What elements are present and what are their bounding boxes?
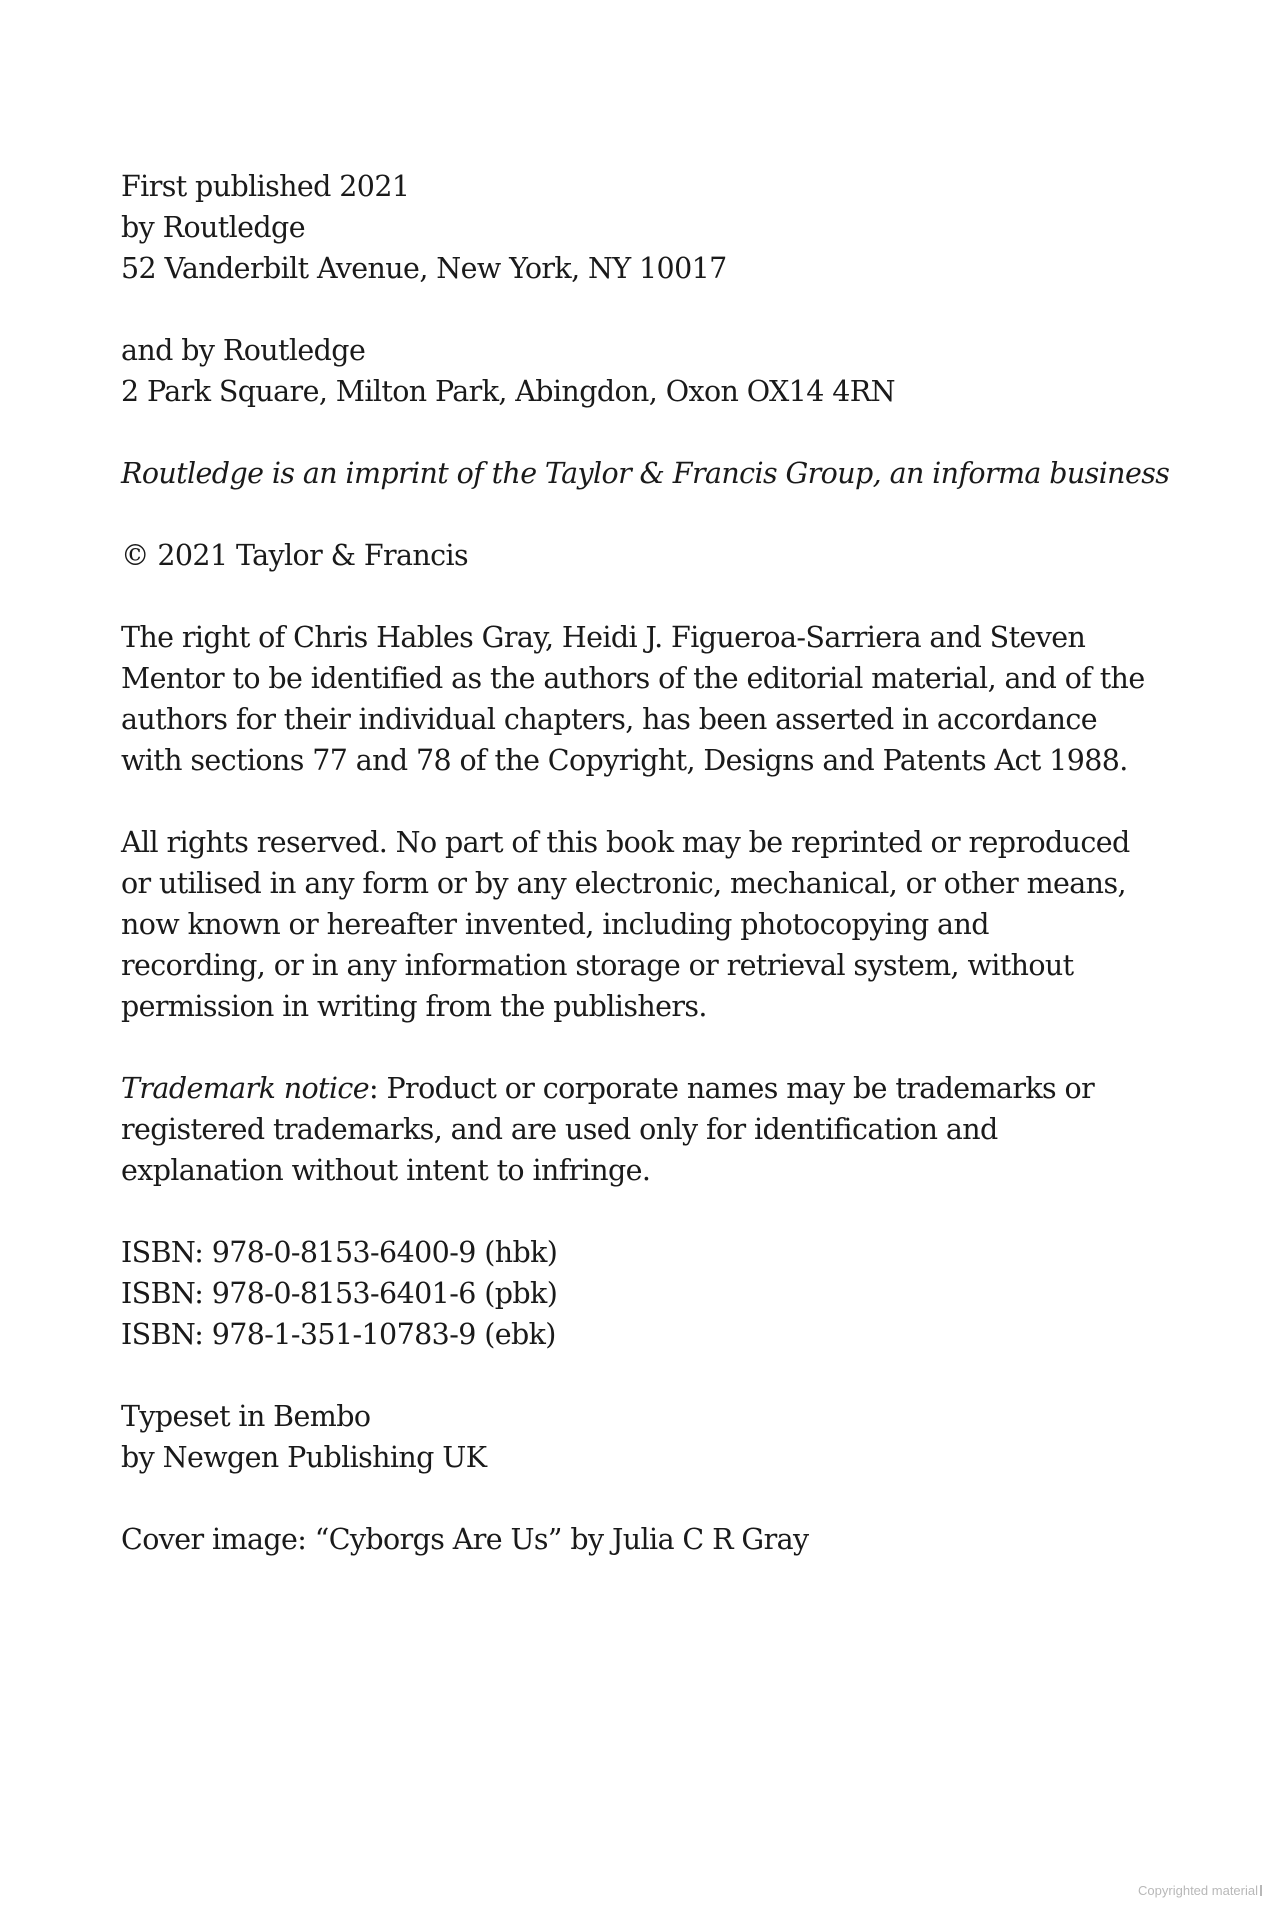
publisher-name: by Routledge [121, 211, 305, 244]
rights-assertion-line: Mentor to be identified as the authors of the editorial material, and of the [121, 662, 1145, 695]
first-published: First published 2021 [121, 170, 410, 203]
rights-assertion-line: The right of Chris Hables Gray, Heidi J. Figueroa-Sarriera and Steven [121, 621, 1086, 654]
typesetter: by Newgen Publishing UK [121, 1441, 487, 1474]
copyright-notice [121, 535, 1181, 576]
publisher-address: 52 Vanderbilt Avenue, New York, NY 10017 [121, 252, 727, 285]
rights-assertion-line: authors for their individual chapters, has been asserted in accordance [121, 703, 1097, 736]
imprint-note-text: Routledge is an imprint of the Taylor & Francis Group, an informa business [121, 457, 1170, 490]
copyright-watermark: Copyrighted material [1138, 1883, 1262, 1898]
rights-assertion-line: with sections 77 and 78 of the Copyright, Designs and Patents Act 1988. [121, 744, 1128, 777]
isbn-ebk: ISBN: 978-1-351-10783-9 (ebk) [121, 1318, 556, 1351]
all-rights-line: recording, or in any information storage or retrieval system, without [121, 949, 1074, 982]
publication-info [121, 166, 1181, 289]
trademark-line: registered trademarks, and are used only for identification and [121, 1113, 998, 1146]
second-publisher-info [121, 330, 1181, 412]
second-publisher-address: 2 Park Square, Milton Park, Abingdon, Oxon OX14 4RN [121, 375, 895, 408]
isbn-hbk: ISBN: 978-0-8153-6400-9 (hbk) [121, 1236, 558, 1269]
all-rights-line: or utilised in any form or by any electronic, mechanical, or other means, [121, 867, 1126, 900]
copyright-page [121, 166, 1181, 1601]
cover-image-text: Cover image: “Cyborgs Are Us” by Julia C R Gray [121, 1523, 809, 1556]
cover-image-credit [121, 1519, 1181, 1560]
all-rights-line: now known or hereafter invented, including photocopying and [121, 908, 989, 941]
all-rights-line: permission in writing from the publishers. [121, 990, 707, 1023]
trademark-label: Trademark notice [121, 1072, 370, 1105]
copyright-text: © 2021 Taylor & Francis [121, 539, 469, 572]
isbn-pbk: ISBN: 978-0-8153-6401-6 (pbk) [121, 1277, 558, 1310]
second-publisher-name: and by Routledge [121, 334, 366, 367]
rights-assertion [121, 617, 1181, 781]
imprint-note [121, 453, 1181, 494]
trademark-notice [121, 1068, 1181, 1191]
trademark-line [121, 1068, 1181, 1109]
typeset-font: Typeset in Bembo [121, 1400, 371, 1433]
typeset-info [121, 1396, 1181, 1478]
all-rights-line: All rights reserved. No part of this book may be reprinted or reproduced [121, 826, 1130, 859]
trademark-line: explanation without intent to infringe. [121, 1154, 651, 1187]
trademark-line-text: : Product or corporate names may be trademarks or [369, 1072, 1095, 1105]
isbn-list [121, 1232, 1181, 1355]
all-rights-reserved [121, 822, 1181, 1027]
